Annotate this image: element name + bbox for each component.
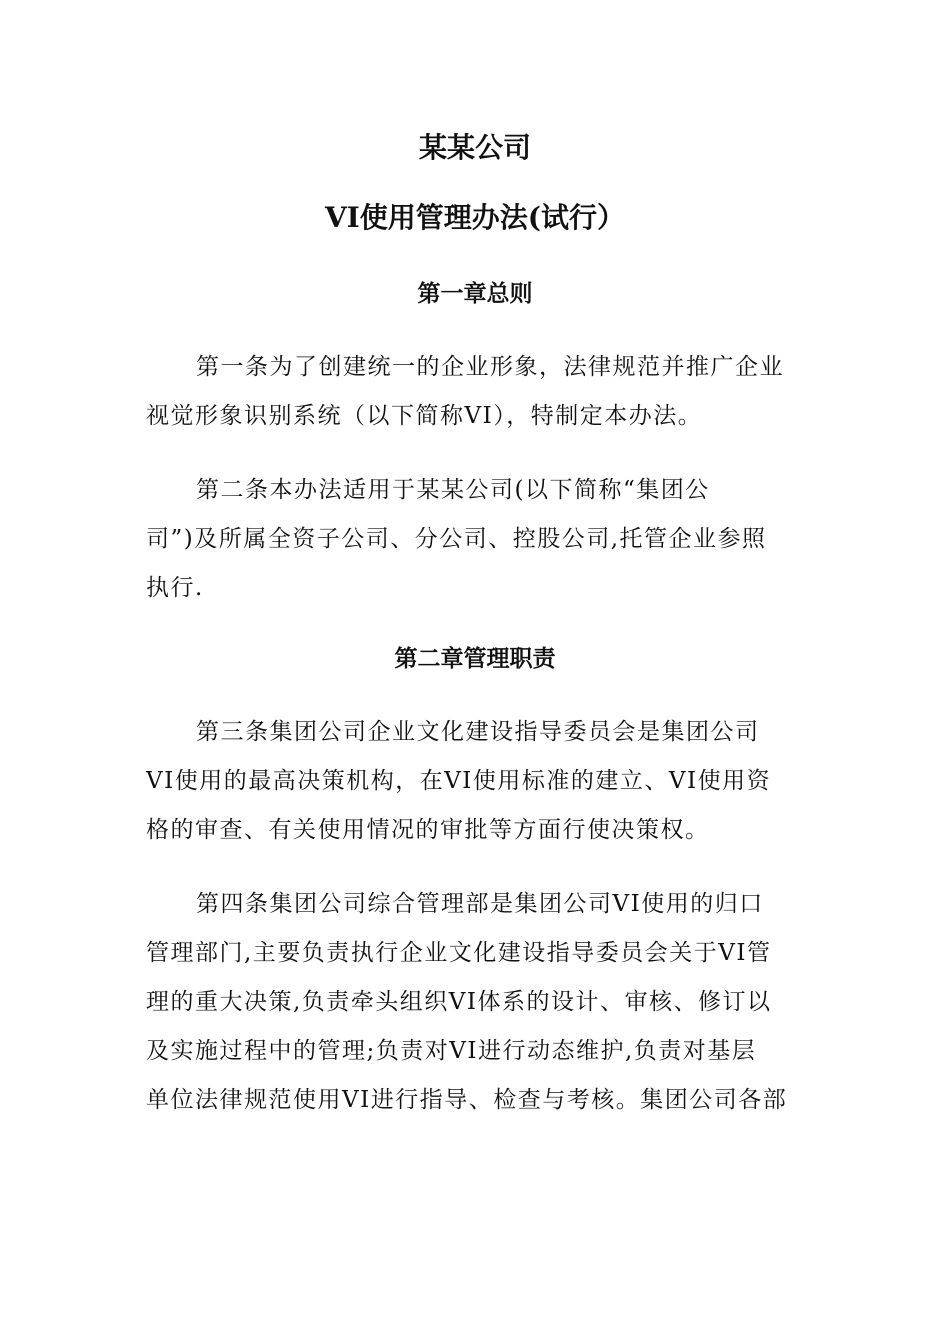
chapter-2-heading: 第二章管理职责 — [394, 645, 556, 672]
article-2-line: 司”)及所属全资子公司、分公司、控股公司,托管企业参照 — [146, 526, 767, 552]
article-2-line: 执行. — [146, 575, 204, 601]
article-1-line: 视觉形象识别系统（以下简称VI），特制定本办法。 — [146, 403, 703, 429]
chapter-1-heading: 第一章总则 — [417, 280, 533, 307]
article-3-line: 格的审查、有关使用情况的审批等方面行使决策权。 — [146, 817, 710, 843]
article-2-line: 第二条本办法适用于某某公司(以下简称“集团公 — [196, 477, 710, 503]
company-title: 某某公司 — [418, 131, 531, 164]
article-4-line: 及实施过程中的管理;负责对VI进行动态维护,负责对基层 — [146, 1038, 757, 1064]
article-1-line: 第一条为了创建统一的企业形象，法律规范并推广企业 — [196, 354, 784, 380]
article-3-line: 第三条集团公司企业文化建设指导委员会是集团公司 — [196, 719, 760, 745]
document-title: VI使用管理办法(试行） — [324, 201, 626, 234]
article-4-line: 管理部门,主要负责执行企业文化建设指导委员会关于VI管 — [146, 940, 772, 966]
article-4-line: 理的重大决策,负责牵头组织VI体系的设计、审核、修订以 — [146, 989, 772, 1015]
article-4-line: 单位法律规范使用VI进行指导、检查与考核。集团公司各部 — [146, 1087, 788, 1113]
article-3-line: VI使用的最高决策机构，在VI使用标准的建立、VI使用资 — [146, 768, 772, 794]
article-4-line: 第四条集团公司综合管理部是集团公司VI使用的归口 — [196, 891, 764, 917]
